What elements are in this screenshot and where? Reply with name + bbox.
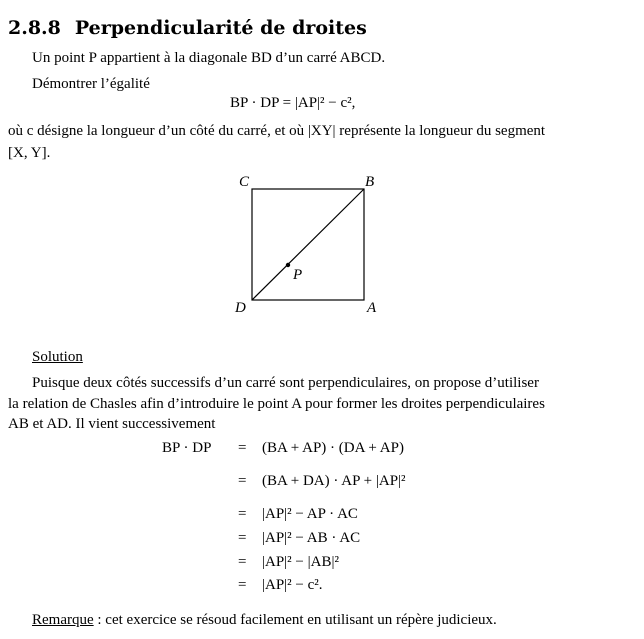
derivation-lhs-1: BP · DP [162, 440, 212, 456]
derivation-rhs-2: (BA + DA) · AP + |AP|² [262, 473, 406, 489]
derivation-rel-3: = [238, 506, 247, 522]
section-title: Perpendicularité de droites [74, 17, 367, 39]
label-b: B [365, 174, 375, 190]
derivation-rel-2: = [238, 473, 247, 489]
derivation-rhs-4: |AP|² − AB · AC [262, 530, 361, 546]
derivation-rhs-1: (BA + AP) · (DA + AP) [262, 440, 404, 456]
section-number: 2.8.8 [8, 17, 61, 39]
point-p [286, 263, 290, 267]
solution-heading: Solution [32, 349, 83, 365]
label-d: D [235, 300, 246, 316]
derivation-rhs-6: |AP|² − c². [262, 577, 323, 593]
derivation-rel-4: = [238, 530, 247, 546]
label-c: C [239, 174, 250, 190]
derivation-rhs-5: |AP|² − |AB|² [262, 554, 339, 570]
derivation-rel-1: = [238, 440, 247, 456]
label-p: P [293, 267, 303, 283]
remark-label: Remarque [32, 612, 94, 628]
remark [32, 612, 497, 629]
derivation-rel-5: = [238, 554, 247, 570]
solution-line-3: AB et AD. Il vient successivement [8, 416, 216, 432]
solution-line-1: Puisque deux côtés successifs d’un carré sont perpendiculaires, on propose d’utiliser [32, 375, 539, 391]
problem-line-4: [X, Y]. [8, 145, 51, 161]
problem-line-3: où c désigne la longueur d’un côté du carré, et où |XY| représente la longueur du segment [8, 123, 546, 139]
diagonal-bd [252, 189, 364, 300]
problem-line-1: Un point P appartient à la diagonale BD d’un carré ABCD. [32, 50, 386, 66]
problem-equation: BP · DP = |AP|² − c², [230, 95, 356, 111]
remark-text: : cet exercice se résoud facilement en utilisant un répère judicieux. [93, 612, 497, 628]
derivation-rel-6: = [238, 577, 247, 593]
label-a: A [367, 300, 377, 316]
derivation-rhs-3: |AP|² − AP · AC [262, 506, 358, 522]
problem-line-2: Démontrer l’égalité [32, 76, 150, 92]
solution-line-2: la relation de Chasles afin d’introduire le point A pour former les droites perpendiculaires [8, 396, 545, 412]
